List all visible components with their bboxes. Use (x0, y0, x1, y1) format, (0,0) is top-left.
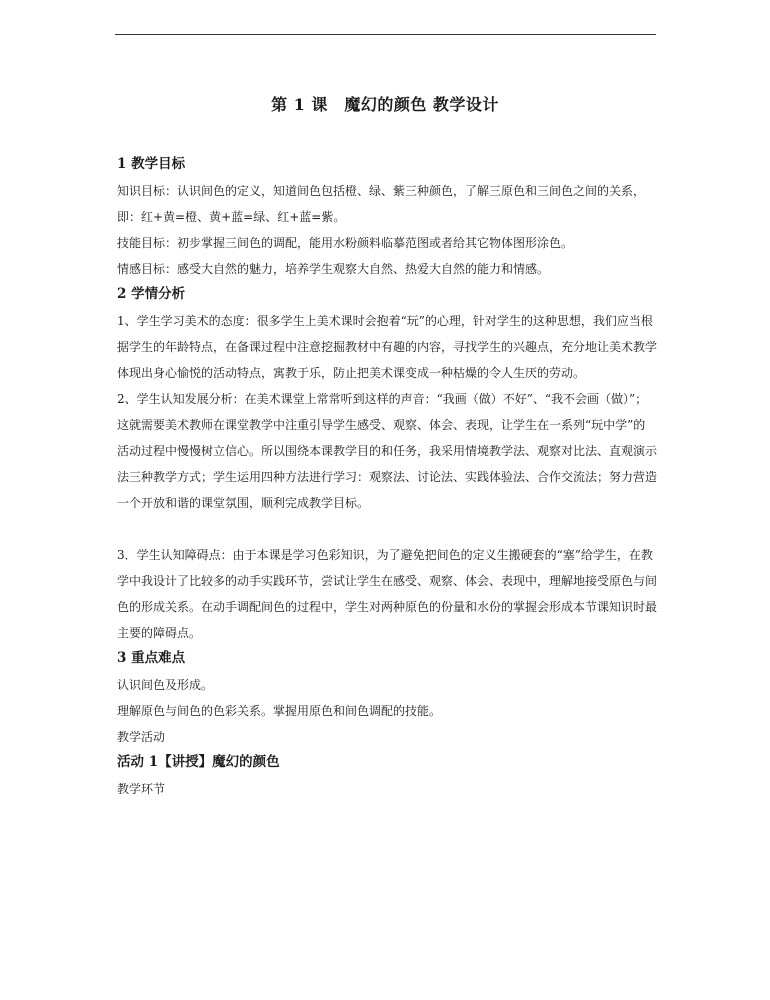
header-rule (115, 34, 656, 35)
section-heading-activity-1: 活动 1【讲授】魔幻的颜色 (117, 754, 280, 770)
document-body (117, 152, 657, 802)
document-title: 第 1 课 魔幻的颜色 教学设计 (271, 95, 499, 114)
paragraph-emotion-goal: 情感目标：感受大自然的魅力，培养学生观察大自然、热爱大自然的能力和情感。 (117, 262, 550, 276)
paragraph-knowledge-goal: 知识目标：认识间色的定义，知道间色包括橙、绿、紫三种颜色，了解三原色和三间色之间的关系，即：红+黄=橙、黄+蓝=绿、红+蓝=紫。 (117, 184, 646, 224)
blank-line (117, 516, 657, 542)
paragraph-key-point-2: 理解原色与间色的色彩关系。掌握用原色和间色调配的技能。 (117, 704, 442, 718)
paragraph-skill-goal: 技能目标：初步掌握三间色的调配，能用水粉颜料临摹范图或者给其它物体图形涂色。 (117, 236, 574, 250)
paragraph-key-point-1: 认识间色及形成。 (117, 678, 214, 692)
paragraph-analysis-1: 1、学生学习美术的态度：很多学生上美术课时会抱着“玩”的心理，针对学生的这种思想，我们应当根据学生的年龄特点，在备课过程中注意挖掘教材中有趣的内容，寻找学生的兴趣点，充分地让美术教学体现出身心愉悦的活动特点，寓教于乐，防止把美术课变成一种枯燥的令人生厌的劳动。 (117, 314, 658, 380)
paragraph-teaching-step: 教学环节 (117, 782, 166, 796)
section-heading-objectives: 1 教学目标 (117, 156, 186, 172)
paragraph-analysis-3: 3．学生认知障碍点：由于本课是学习色彩知识，为了避免把间色的定义生搬硬套的“塞”给学生，在教学中我设计了比较多的动手实践环节，尝试让学生在感受、观察、体会、表现中，理解地接受原色与间色的形成关系。在动手调配间色的过程中，学生对两种原色的份量和水份的掌握会形成本节课知识时最主要的障碍点。 (117, 548, 658, 640)
paragraph-analysis-2: 2、学生认知发展分析：在美术课堂上常常听到这样的声音：“我画（做）不好”、“我不会画（做）”；这就需要美术教师在课堂教学中注重引导学生感受、观察、体会、表现，让学生在一系列“玩中学”的活动过程中慢慢树立信心。所以围绕本课教学目的和任务，我采用情境教学法、观察对比法、直观演示法三种教学方式；学生运用四种方法进行学习：观察法、讨论法、实践体验法、合作交流法；努力营造一个开放和谐的课堂氛围，顺利完成教学目标。 (117, 392, 658, 510)
section-heading-analysis: 2 学情分析 (117, 286, 186, 302)
section-heading-key-points: 3 重点难点 (117, 650, 186, 666)
paragraph-activities-label: 教学活动 (117, 730, 166, 744)
